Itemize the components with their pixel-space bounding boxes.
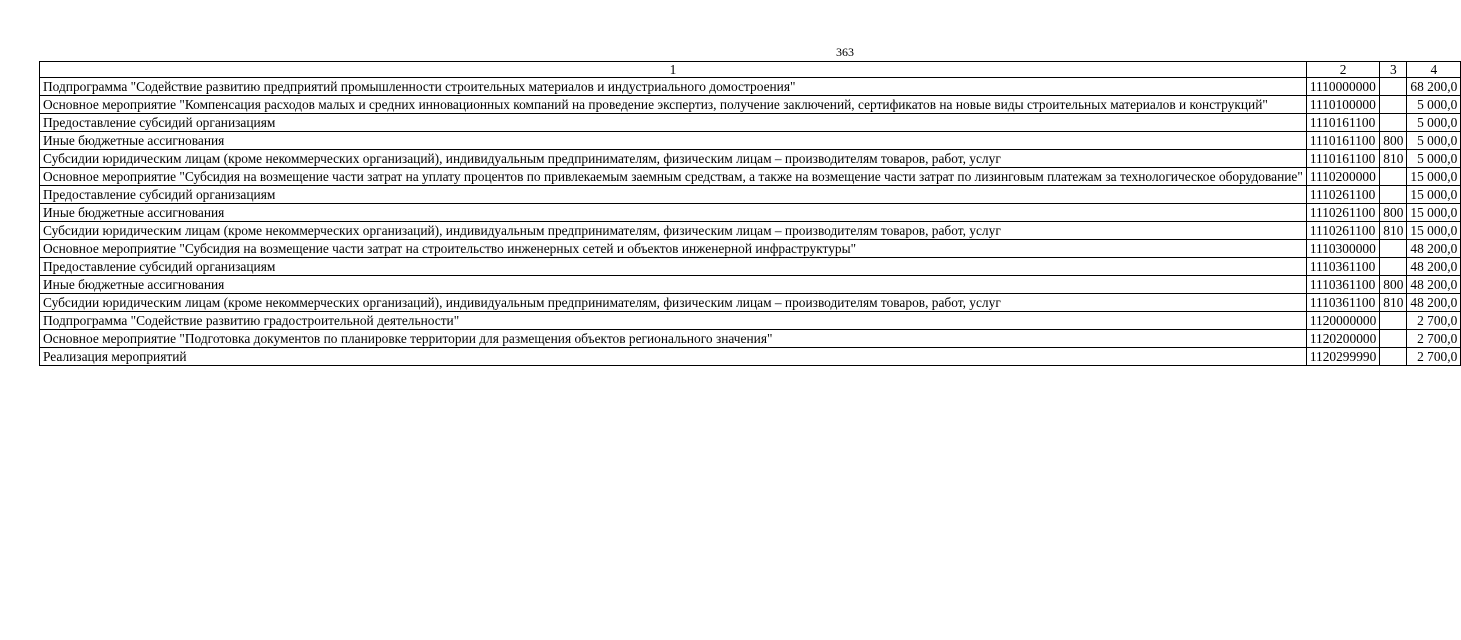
expense-type: [1380, 240, 1407, 258]
expense-type: [1380, 258, 1407, 276]
table-row: [40, 168, 1461, 186]
column-header: 4: [1407, 62, 1461, 78]
target-code: 1110361100: [1306, 294, 1379, 312]
amount: 5 000,0: [1407, 132, 1461, 150]
budget-table: [39, 61, 1461, 366]
expense-type: 800: [1380, 132, 1407, 150]
expense-type: [1380, 168, 1407, 186]
amount: 15 000,0: [1407, 222, 1461, 240]
column-header: 3: [1380, 62, 1407, 78]
item-name: Реализация мероприятий: [40, 348, 1307, 366]
target-code: 1120200000: [1306, 330, 1379, 348]
expense-type: 810: [1380, 294, 1407, 312]
table-row: [40, 114, 1461, 132]
target-code: 1120000000: [1306, 312, 1379, 330]
target-code: 1110161100: [1306, 150, 1379, 168]
expense-type: [1380, 348, 1407, 366]
page-number: 363: [836, 45, 854, 59]
target-code: 1110361100: [1306, 276, 1379, 294]
amount: 5 000,0: [1407, 96, 1461, 114]
target-code: 1120299990: [1306, 348, 1379, 366]
amount: 5 000,0: [1407, 150, 1461, 168]
item-name: Предоставление субсидий организациям: [40, 186, 1307, 204]
item-name: Основное мероприятие "Субсидия на возмещение части затрат на уплату процентов по привлекаемым заемным средствам, а также на возмещение части затрат по лизинговым платежам за технологическое оборудование": [40, 168, 1307, 186]
column-header: 2: [1306, 62, 1379, 78]
expense-type: 800: [1380, 276, 1407, 294]
item-name: Предоставление субсидий организациям: [40, 258, 1307, 276]
table-row: [40, 258, 1461, 276]
amount: 48 200,0: [1407, 240, 1461, 258]
table-row: [40, 294, 1461, 312]
item-name: Субсидии юридическим лицам (кроме некоммерческих организаций), индивидуальным предпринимателям, физическим лицам – производителям товаров, работ, услуг: [40, 294, 1307, 312]
column-header: 1: [40, 62, 1307, 78]
item-name: Основное мероприятие "Подготовка документов по планировке территории для размещения объектов регионального значения": [40, 330, 1307, 348]
table-row: [40, 186, 1461, 204]
amount: 15 000,0: [1407, 204, 1461, 222]
amount: 2 700,0: [1407, 330, 1461, 348]
target-code: 1110261100: [1306, 222, 1379, 240]
target-code: 1110200000: [1306, 168, 1379, 186]
amount: 2 700,0: [1407, 312, 1461, 330]
item-name: Иные бюджетные ассигнования: [40, 276, 1307, 294]
target-code: 1110300000: [1306, 240, 1379, 258]
table-row: [40, 132, 1461, 150]
table-row: [40, 330, 1461, 348]
amount: 48 200,0: [1407, 294, 1461, 312]
item-name: Предоставление субсидий организациям: [40, 114, 1307, 132]
item-name: Подпрограмма "Содействие развитию градостроительной деятельности": [40, 312, 1307, 330]
amount: 2 700,0: [1407, 348, 1461, 366]
item-name: Основное мероприятие "Субсидия на возмещение части затрат на строительство инженерных сетей и объектов инженерной инфраструктуры": [40, 240, 1307, 258]
target-code: 1110161100: [1306, 114, 1379, 132]
table-row: [40, 204, 1461, 222]
expense-type: [1380, 330, 1407, 348]
target-code: 1110000000: [1306, 78, 1379, 96]
table-row: [40, 222, 1461, 240]
target-code: 1110261100: [1306, 186, 1379, 204]
expense-type: [1380, 186, 1407, 204]
target-code: 1110361100: [1306, 258, 1379, 276]
table-row: [40, 78, 1461, 96]
amount: 48 200,0: [1407, 258, 1461, 276]
amount: 15 000,0: [1407, 186, 1461, 204]
expense-type: [1380, 312, 1407, 330]
target-code: 1110161100: [1306, 132, 1379, 150]
amount: 68 200,0: [1407, 78, 1461, 96]
expense-type: 800: [1380, 204, 1407, 222]
expense-type: [1380, 78, 1407, 96]
table-header-row: [40, 62, 1461, 78]
table-row: [40, 240, 1461, 258]
item-name: Субсидии юридическим лицам (кроме некоммерческих организаций), индивидуальным предпринимателям, физическим лицам – производителям товаров, работ, услуг: [40, 150, 1307, 168]
target-code: 1110100000: [1306, 96, 1379, 114]
item-name: Иные бюджетные ассигнования: [40, 132, 1307, 150]
target-code: 1110261100: [1306, 204, 1379, 222]
expense-type: [1380, 114, 1407, 132]
table-row: [40, 150, 1461, 168]
item-name: Иные бюджетные ассигнования: [40, 204, 1307, 222]
item-name: Основное мероприятие "Компенсация расходов малых и средних инновационных компаний на проведение экспертиз, получение заключений, сертификатов на новые виды строительных материалов и конструкций": [40, 96, 1307, 114]
expense-type: 810: [1380, 150, 1407, 168]
table-row: [40, 312, 1461, 330]
table-row: [40, 348, 1461, 366]
table-row: [40, 96, 1461, 114]
expense-type: [1380, 96, 1407, 114]
item-name: Подпрограмма "Содействие развитию предприятий промышленности строительных материалов и индустриального домостроения": [40, 78, 1307, 96]
amount: 15 000,0: [1407, 168, 1461, 186]
expense-type: 810: [1380, 222, 1407, 240]
amount: 5 000,0: [1407, 114, 1461, 132]
item-name: Субсидии юридическим лицам (кроме некоммерческих организаций), индивидуальным предпринимателям, физическим лицам – производителям товаров, работ, услуг: [40, 222, 1307, 240]
table-row: [40, 276, 1461, 294]
amount: 48 200,0: [1407, 276, 1461, 294]
